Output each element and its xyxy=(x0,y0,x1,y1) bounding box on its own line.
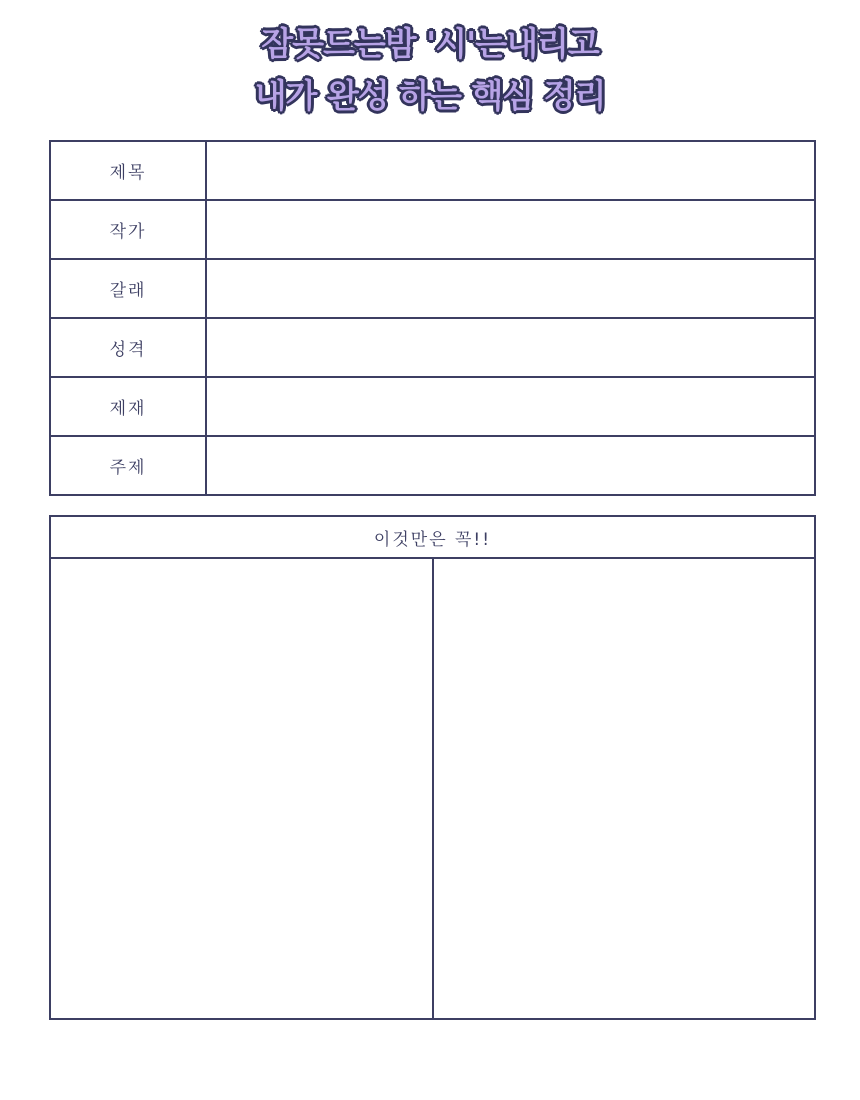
info-label-author: 작가 xyxy=(50,200,206,259)
key-points-body-row xyxy=(50,558,815,1019)
info-row-genre xyxy=(50,259,815,318)
key-points-table xyxy=(49,515,816,1020)
info-value-material[interactable] xyxy=(206,377,815,436)
key-points-right-cell[interactable] xyxy=(433,558,816,1019)
info-value-theme[interactable] xyxy=(206,436,815,495)
info-value-character[interactable] xyxy=(206,318,815,377)
worksheet-title xyxy=(0,18,860,122)
info-row-author xyxy=(50,200,815,259)
key-points-header-row xyxy=(50,516,815,558)
info-label-theme: 주제 xyxy=(50,436,206,495)
info-value-author[interactable] xyxy=(206,200,815,259)
info-row-character xyxy=(50,318,815,377)
title-line-1: 잠못드는밤 '시'는내리고 xyxy=(261,24,599,63)
info-label-character: 성격 xyxy=(50,318,206,377)
title-line-2: 내가 완성 하는 핵심 정리 xyxy=(254,76,606,115)
info-row-material xyxy=(50,377,815,436)
info-value-title[interactable] xyxy=(206,141,815,200)
info-label-material: 제재 xyxy=(50,377,206,436)
info-row-title xyxy=(50,141,815,200)
info-label-genre: 갈래 xyxy=(50,259,206,318)
info-label-title: 제목 xyxy=(50,141,206,200)
info-table xyxy=(49,140,816,496)
info-row-theme xyxy=(50,436,815,495)
key-points-header: 이것만은 꼭!! xyxy=(50,516,815,558)
key-points-left-cell[interactable] xyxy=(50,558,433,1019)
info-value-genre[interactable] xyxy=(206,259,815,318)
